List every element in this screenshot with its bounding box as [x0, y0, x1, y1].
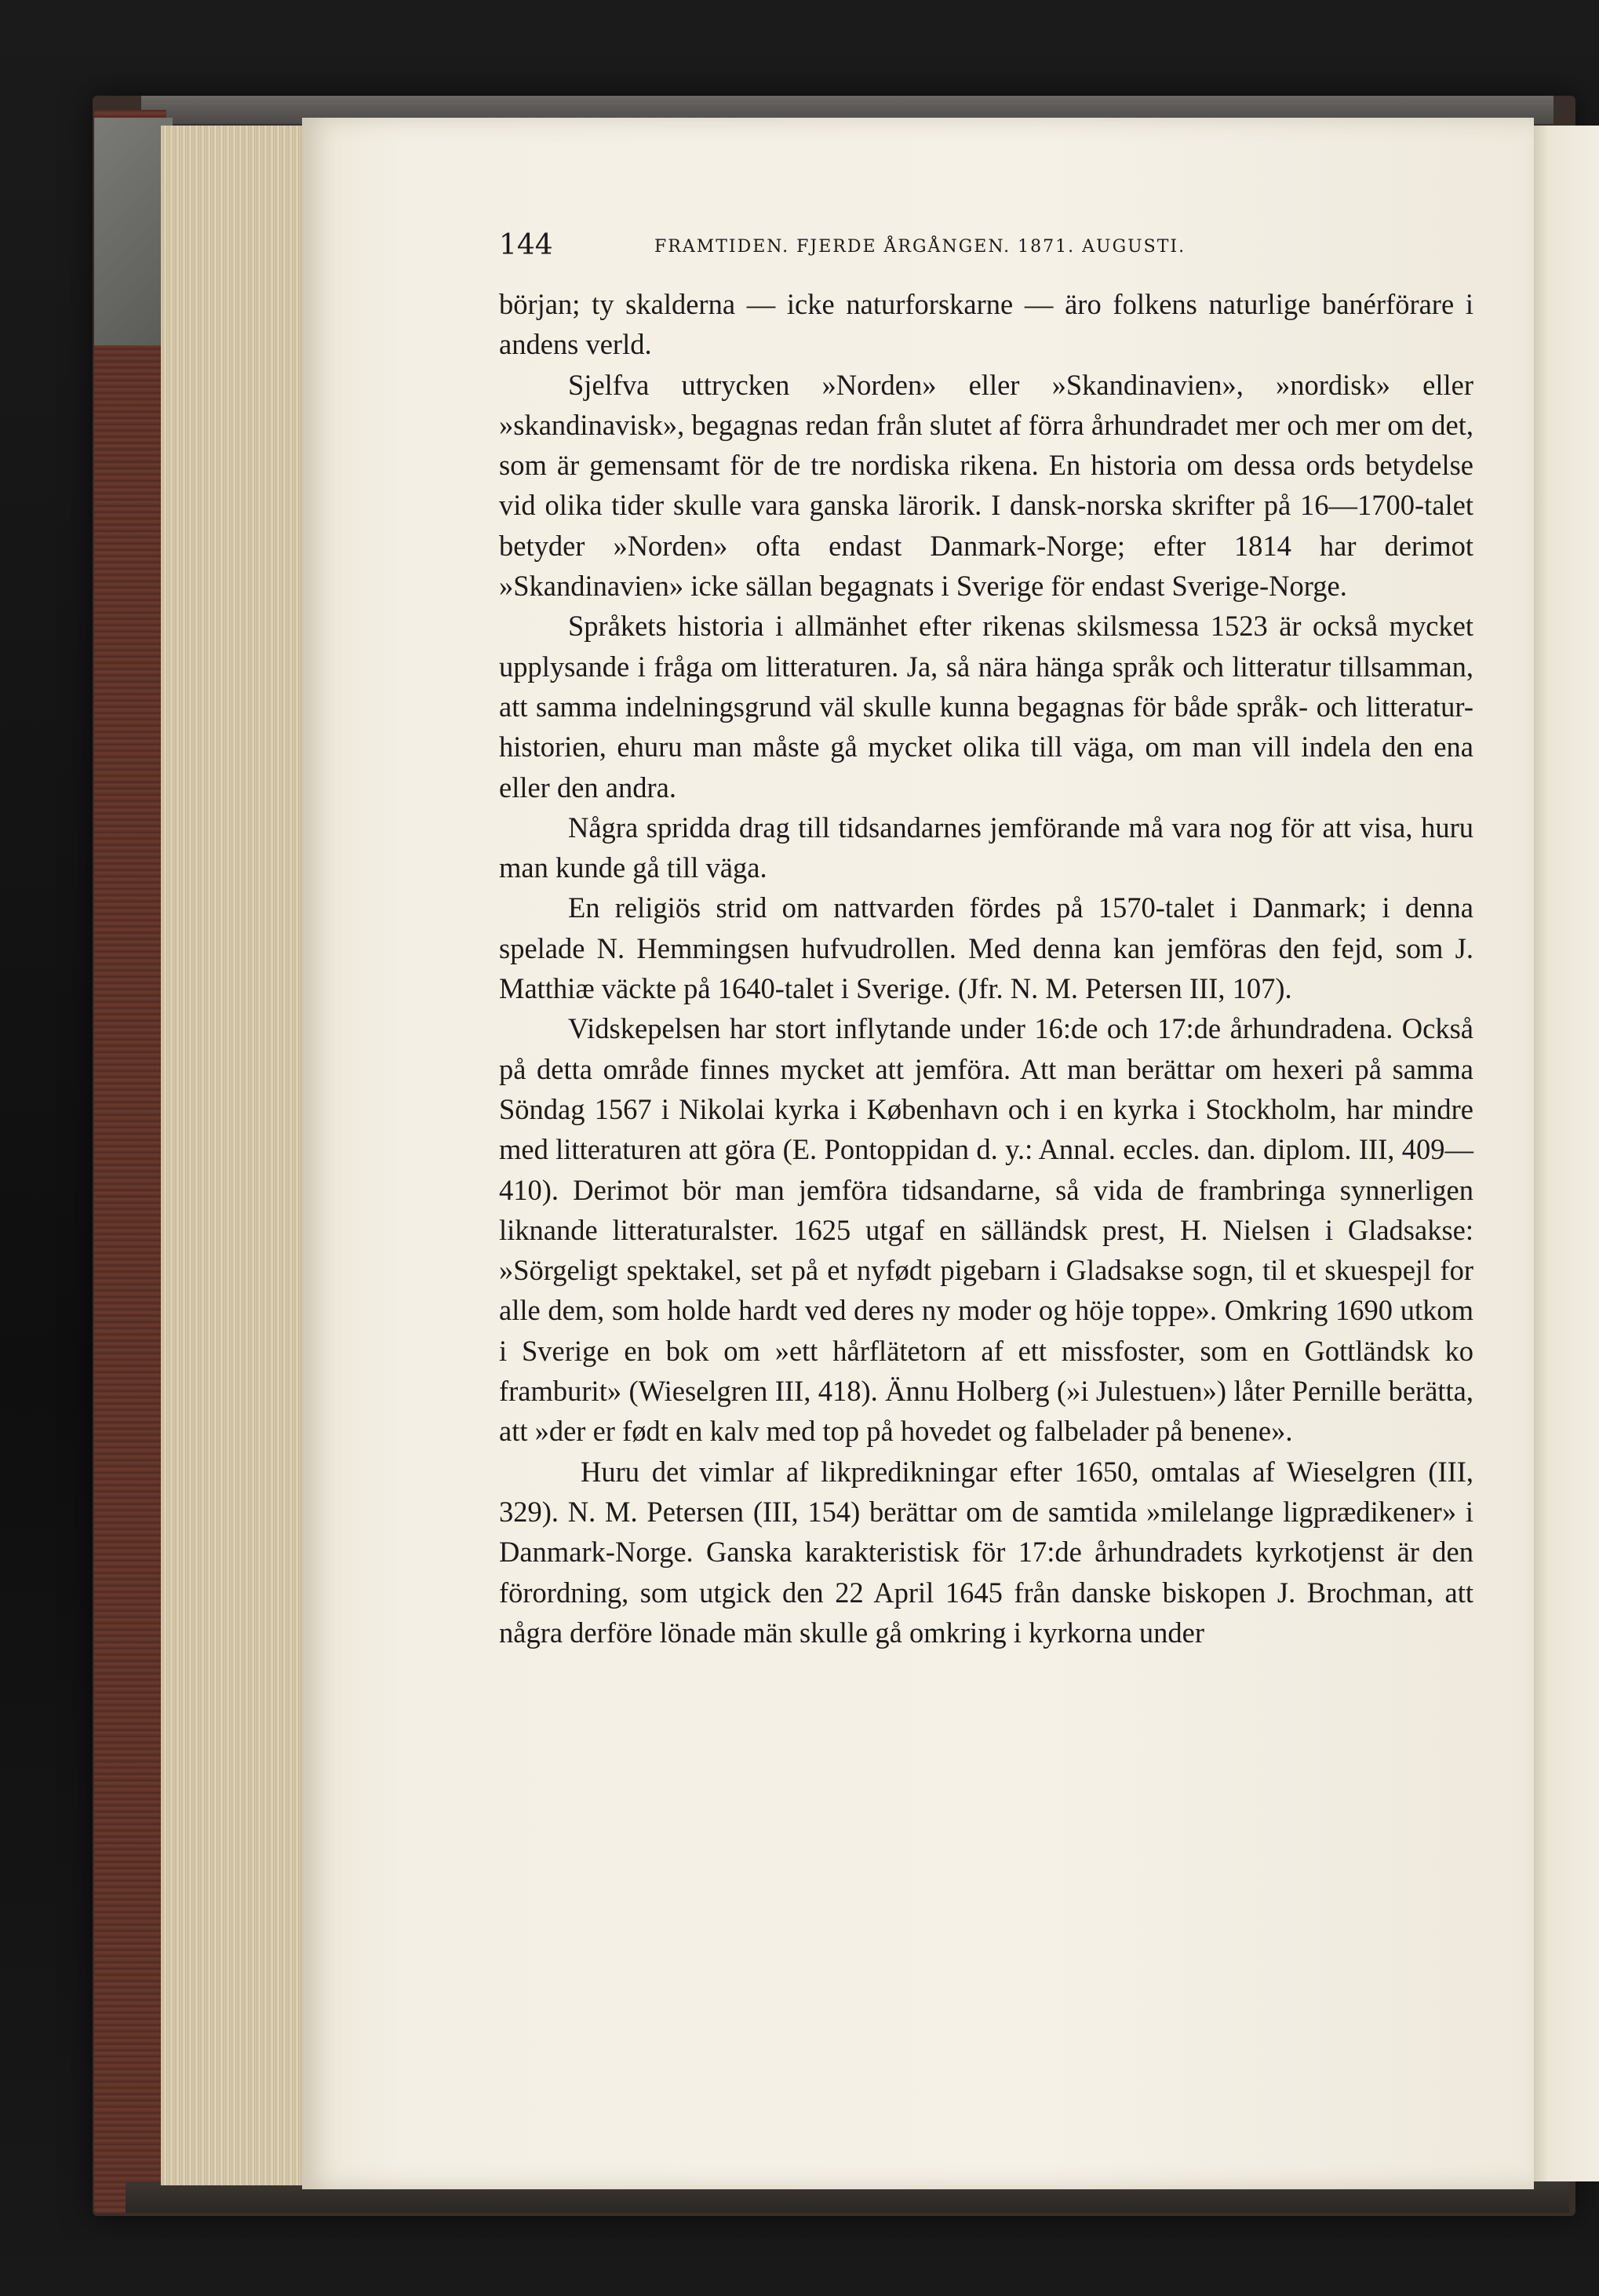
cover-spine-edge	[94, 110, 166, 2213]
paragraph: Huru det vimlar af likpredikningar efter 1650, omtalas af Wieselgren (III, 329). N. M. Petersen (III, 154) berättar om de samtida »milelange ligprædikener» i Danmark-Norge. Ganska karakteristisk för 17:de århundradets kyrkotjenst är den förordning, som utgick den 22 April 1645 från danske biskopen J. Brochman, att några derföre lönade män skulle gå omkring i kyrkorna under	[499, 1455, 1473, 1649]
next-page-edge	[1532, 126, 1599, 2181]
paragraph: början; ty skalderna — icke naturforskarne — äro folkens naturlige banérförare i andens verld.	[499, 288, 1473, 361]
paragraph: Vidskepelsen har stort inflytande under 16:de och 17:de århundradena. Också på detta område finnes mycket att jemföra. Att man berättar om hexeri på samma Söndag 1567 i Nikolai kyrka i København och i en kyrka i Stockholm, har mindre med litteraturen att göra (E. Pontoppidan d. y.: Annal. eccles. dan. diplom. III, 409—410). Derimot bör man jemföra tidsandarne, så vida de frambringa synnerligen liknande litteraturalster. 1625 utgaf en sälländsk prest, H. Nielsen i Gladsakse: »Sörgeligt spektakel, set på et nyfødt pigebarn i Gladsakse sogn, til et skuespejl for alle dem, som holde hardt ved deres ny moder og höje toppe». Omkring 1690 utkom i Sverige en bok om »ett hårflätetorn af ett missfoster, som en Gottländsk ko framburit» (Wieselgren III, 418). Ännu Holberg (»i Julestuen») låter Pernille berätta, att »der er født en kalv med top på hovedet og falbelader på benene».	[499, 1012, 1473, 1448]
page-header	[499, 229, 1472, 268]
page-number: 144	[499, 229, 553, 261]
paragraph: Språkets historia i allmänhet efter rikenas skilsmessa 1523 är också mycket upplysande i fråga om litteraturen. Ja, så nära hänga språk och litteratur tillsamman, att samma indelningsgrund väl skulle kunna begagnas för både språk- och litteratur-historien, ehuru man måste gå mycket olika till väga, om man vill indela den ena eller den andra.	[499, 610, 1473, 804]
paragraph: En religiös strid om nattvarden fördes på 1570-talet i Danmark; i denna spelade N. Hemmingsen hufvudrollen. Med denna kan jemföras den fejd, som J. Matthiæ väckte på 1640-talet i Sverige. (Jfr. N. M. Petersen III, 107).	[499, 891, 1473, 1005]
body-text	[499, 284, 1473, 1653]
page-stack-edge	[161, 126, 310, 2185]
paragraph: Några spridda drag till tidsandarnes jemförande må vara nog för att visa, huru man kunde gå till väga.	[499, 811, 1473, 884]
paragraph: Sjelfva uttrycken »Norden» eller »Skandinavien», »nordisk» eller »skandinavisk», begagnas redan från slutet af förra århundradet mer och mer om det, som är gemensamt för de tre nordiska rikena. En historia om dessa ords betydelse vid olika tider skulle vara ganska lärorik. I dansk-norska skrifter på 16—1700-talet betyder »Norden» ofta endast Danmark-Norge; efter 1814 har derimot »Skandinavien» icke sällan begagnats i Sverige för endast Sverige-Norge.	[499, 368, 1473, 603]
running-head: FRAMTIDEN. FJERDE ÅRGÅNGEN. 1871. AUGUSTI.	[654, 237, 1186, 257]
